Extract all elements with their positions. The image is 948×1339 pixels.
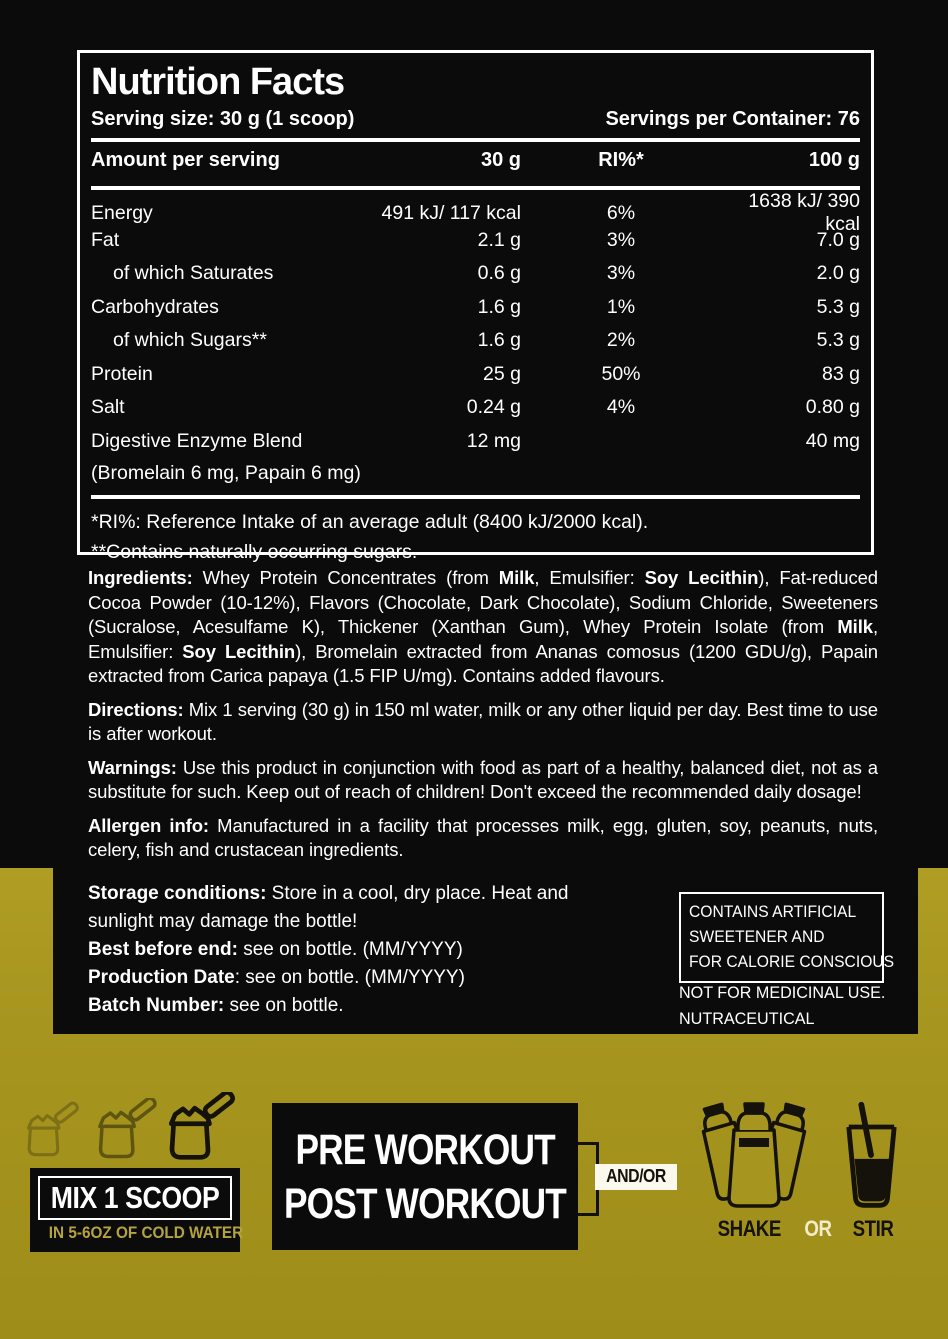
text: : see on bottle. (MM/YYYY) (234, 967, 465, 988)
row-value-100g: 5.3 g (816, 329, 860, 352)
column-header-ri: RI%* (598, 149, 644, 171)
contains-line: CONTAINS ARTIFICIAL (689, 902, 857, 921)
bold-text: Soy Lecithin (644, 567, 759, 588)
storage-text (88, 880, 613, 1020)
storage-info-box (53, 866, 918, 1034)
column-header-30g: 30 g (480, 149, 521, 171)
workout-timing-box (272, 1103, 578, 1250)
row-label: Salt (91, 396, 125, 419)
text: , Emulsifier: (88, 616, 878, 662)
ingredients-paragraph (88, 566, 878, 689)
bold-text: Milk (837, 616, 873, 637)
servings-per-container: Servings per Container: 76 (605, 108, 860, 130)
row-value-30g: 1.6 g (477, 329, 521, 352)
row-value-30g: 0.6 g (477, 262, 521, 285)
shaker-bottles-icon (694, 1092, 814, 1216)
footnotes (91, 499, 860, 567)
table-header-row (91, 142, 860, 179)
row-value-100g: 40 mg (805, 429, 860, 452)
bold-text: Ingredients: (88, 567, 203, 588)
bold-text: Batch Number: (88, 995, 225, 1016)
footnote-sugars: **Contains naturally occurring sugars. (91, 541, 418, 563)
row-value-ri: 4% (606, 396, 636, 419)
footnote-ri: *RI%: Reference Intake of an average adult (8400 kJ/2000 kcal). (91, 511, 649, 533)
row-value-ri: 2% (606, 329, 636, 352)
bold-text: Warnings: (88, 756, 183, 778)
table-row (91, 257, 860, 291)
serving-size: Serving size: 30 g (1 scoop) (91, 108, 355, 130)
table-row (91, 291, 860, 325)
stir-label: STIR (852, 1216, 894, 1241)
bold-text: Soy Lecithin (182, 640, 296, 662)
bold-text: Storage conditions: (88, 883, 267, 904)
text: Whey Protein Concentrates (from (202, 567, 499, 588)
enzyme-sub-note: (Bromelain 6 mg, Papain 6 mg) (91, 461, 361, 484)
bold-text: Directions: (88, 698, 189, 720)
mix-scoop-title: MIX 1 SCOOP (50, 1180, 220, 1215)
info-sections (88, 566, 878, 872)
row-value-30g: 12 mg (466, 429, 521, 452)
row-value-30g: 491 kJ/ 117 kcal (381, 201, 521, 224)
row-value-30g: 0.24 g (466, 396, 521, 419)
scoop-icon (18, 1101, 80, 1165)
mix-scoop-border (38, 1176, 232, 1220)
serving-row (91, 108, 860, 131)
column-header-100g: 100 g (808, 149, 860, 171)
regulatory-notices (679, 980, 896, 1032)
scoop-icon (88, 1098, 158, 1166)
row-label: Energy (91, 201, 153, 224)
text: , Emulsifier: (534, 567, 645, 588)
and-or-label: AND/OR (595, 1164, 677, 1190)
storage-conditions-line (88, 880, 613, 936)
text: Manufactured in a facility that processes milk, egg, gluten, soy, peanuts, nuts, celery, fish and crustacean ingredients. (88, 814, 878, 860)
bold-text: Milk (498, 567, 535, 588)
nutrition-facts-panel (77, 50, 874, 563)
panel-title: Nutrition Facts (91, 61, 345, 103)
row-value-ri: 1% (606, 295, 636, 318)
row-value-30g: 1.6 g (477, 295, 521, 318)
row-label: Digestive Enzyme Blend (91, 429, 303, 452)
bold-text: Allergen info: (88, 814, 218, 836)
post-workout-text: POST WORKOUT (283, 1179, 567, 1228)
row-value-100g: 0.80 g (805, 396, 860, 419)
row-label: of which Saturates (113, 262, 274, 285)
production-date-line (88, 964, 613, 992)
row-label: Fat (91, 228, 120, 251)
stir-glass-icon (842, 1098, 900, 1214)
row-value-ri: 6% (606, 201, 636, 224)
contains-line: SWEETENER AND (689, 927, 825, 946)
text: Store in a cool, dry place. Heat and sunlight may damage the bottle! (88, 883, 569, 932)
not-medicinal-notice: NOT FOR MEDICINAL USE. (679, 983, 886, 1002)
row-value-100g: 1638 kJ/ 390 kcal (748, 190, 860, 235)
text: ), Fat-reduced Cocoa Powder (10-12%), Flavors (Chocolate, Dark Chocolate), Sodium Chloride, Sweeteners (Sucralose, Acesulfame K), Thickener (Xanthan Gum), Whey Protein Isolate (from (88, 567, 878, 637)
row-value-100g: 2.0 g (816, 262, 860, 285)
row-value-ri: 50% (601, 362, 641, 385)
row-label: Carbohydrates (91, 295, 219, 318)
table-row (91, 324, 860, 358)
mix-scoop-subtitle: IN 5-6OZ OF COLD WATER (48, 1223, 244, 1242)
warnings-paragraph (88, 756, 878, 805)
nutrition-table-rows (91, 190, 860, 458)
scoop-icon (158, 1092, 236, 1168)
nutraceutical-notice: NUTRACEUTICAL (679, 1009, 815, 1028)
row-value-ri: 3% (606, 262, 636, 285)
bold-text: Production Date (88, 967, 235, 988)
row-value-ri: 3% (606, 228, 636, 251)
batch-number-line (88, 992, 613, 1020)
row-value-100g: 83 g (822, 362, 860, 385)
text: see on bottle. (224, 995, 344, 1016)
table-row (91, 224, 860, 258)
pre-workout-text: PRE WORKOUT (295, 1125, 555, 1174)
row-value-100g: 5.3 g (816, 295, 860, 318)
text: ), Bromelain extracted from Ananas comosus (1200 GDU/g), Papain extracted from Carica papaya (1.5 FIP U/mg). Contains added flavours. (88, 640, 878, 686)
row-value-30g: 2.1 g (477, 228, 521, 251)
shake-label: SHAKE (717, 1216, 781, 1241)
bracket-line (578, 1213, 599, 1216)
table-row (91, 190, 860, 235)
contains-line: FOR CALORIE CONSCIOUS (689, 952, 895, 971)
text: Mix 1 serving (30 g) in 150 ml water, milk or any other liquid per day. Best time to use is after workout. (88, 698, 878, 744)
row-label: Protein (91, 362, 153, 385)
directions-paragraph (88, 698, 878, 747)
row-label: of which Sugars** (113, 329, 267, 352)
table-row (91, 425, 860, 459)
row-value-30g: 25 g (483, 362, 521, 385)
allergen-paragraph (88, 814, 878, 863)
text: Use this product in conjunction with food as part of a healthy, balanced diet, not as a substitute for such. Keep out of reach of children! Don't exceed the recommended daily dosage! (88, 756, 878, 802)
bold-text: Best before end: (88, 939, 238, 960)
table-row (91, 391, 860, 425)
best-before-line (88, 936, 613, 964)
row-value-100g: 7.0 g (816, 228, 860, 251)
contains-artificial-box (679, 892, 895, 983)
table-row (91, 358, 860, 392)
text: see on bottle. (MM/YYYY) (237, 939, 463, 960)
column-header-amount: Amount per serving (91, 149, 280, 171)
or-label: OR (804, 1216, 832, 1241)
mix-scoop-box (30, 1168, 244, 1252)
shake-or-stir-labels (712, 1216, 897, 1242)
